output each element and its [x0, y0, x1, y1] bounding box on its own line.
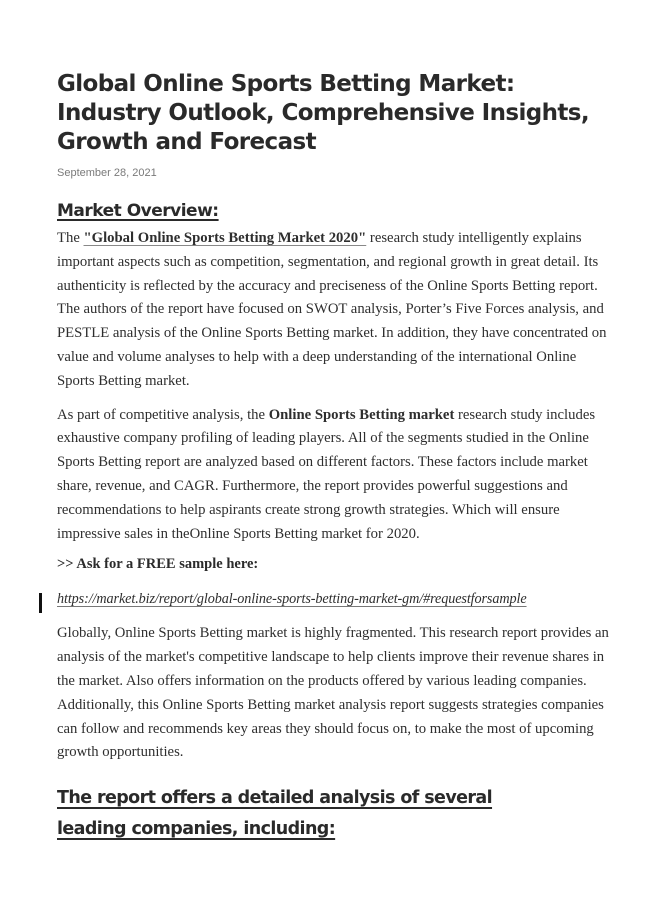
- request-sample-link[interactable]: https://market.biz/report/global-online-sports-betting-market-gm/#requestforsample: [57, 591, 527, 608]
- report-title-link[interactable]: "Global Online Sports Betting Market 2020": [83, 230, 367, 246]
- p1-prefix: The: [57, 230, 84, 246]
- p2-prefix: As part of competitive analysis, the: [57, 406, 269, 423]
- overview-paragraph-3: Globally, Online Sports Betting market is highly fragmented. This research report provides an analysis of the market's competitive landscape to help clients improve their revenue shares in the market. Also offers information on the products offered by various leading companies. Additionally, this Online Sports Betting market analysis report suggests strategies companies can follow and recommends key areas they should focus on, to make the most of upcoming growth opportunities.: [57, 625, 609, 761]
- quote-bar: [39, 593, 42, 613]
- market-overview-heading: Market Overview:: [57, 201, 219, 221]
- p2-suffix: research study includes exhaustive company profiling of leading players. All of the segments studied in the Online Sports Betting report are analyzed based on different factors. These factors include market share, revenue, and CAGR. Furthermore, the report provides powerful suggestions and recommendations to help aspirants create strong growth strategies. Which will ensure impressive sales in theOnline Sports Betting market for 2020.: [57, 406, 596, 542]
- article: [57, 70, 617, 845]
- overview-paragraph-1: [57, 227, 617, 394]
- leading-companies-heading: The report offers a detailed analysis of several leading companies, including:: [57, 788, 493, 840]
- publish-date: September 28, 2021: [57, 167, 157, 179]
- sample-link-block: [57, 590, 617, 608]
- free-sample-cta: >> Ask for a FREE sample here:: [57, 556, 259, 573]
- overview-paragraph-2: [57, 404, 617, 547]
- p1-suffix: research study intelligently explains important aspects such as competition, segmentation, and regional growth in great detail. Its authenticity is reflected by the accuracy and preciseness of the Online Sports Betting report. The authors of the report have focused on SWOT analysis, Porter’s Five Forces analysis, and PESTLE analysis of the Online Sports Betting market. In addition, they have concentrated on value and volume analyses to help with a deep understanding of the international Online Sports Betting market.: [57, 230, 607, 389]
- p2-bold-term: Online Sports Betting market: [268, 406, 455, 423]
- article-title: Global Online Sports Betting Market: Industry Outlook, Comprehensive Insights, Growth and Forecast: [57, 71, 589, 155]
